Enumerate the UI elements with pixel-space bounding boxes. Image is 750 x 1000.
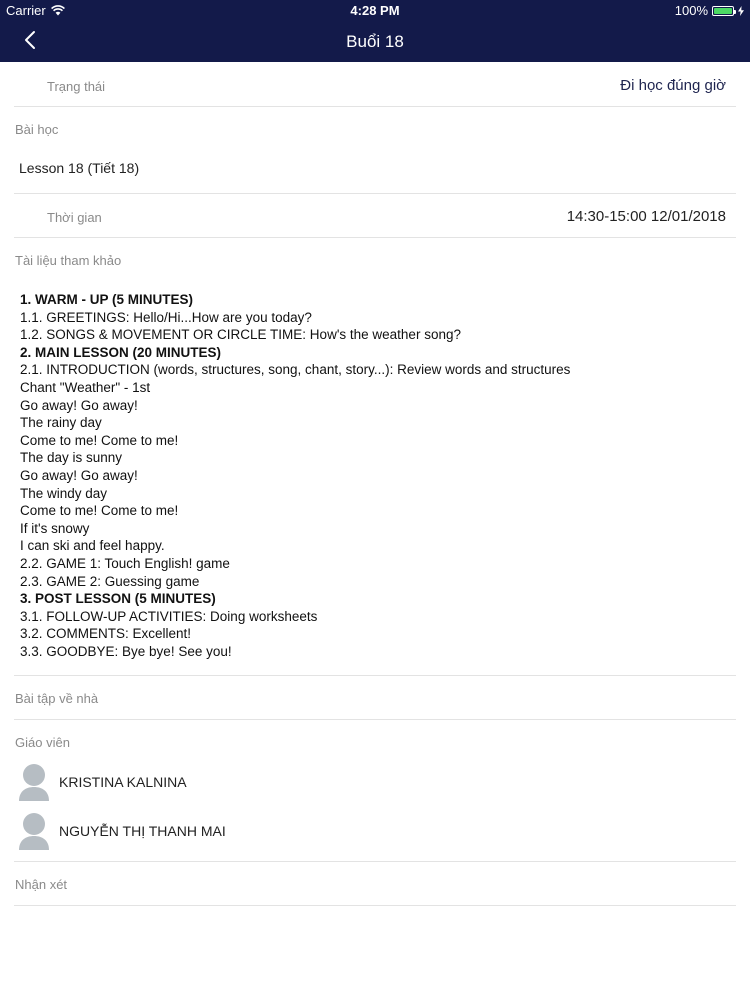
- reference-line: Come to me! Come to me!: [20, 503, 179, 519]
- reference-line: The windy day: [20, 485, 108, 501]
- reference-line: 1.1. GREETINGS: Hello/Hi...How are you today?: [20, 309, 312, 325]
- time-label: Thời gian: [47, 210, 102, 225]
- battery-icon: [712, 6, 734, 16]
- teachers-label: Giáo viên: [15, 735, 70, 750]
- clock: 4:28 PM: [350, 3, 400, 18]
- battery-percent: 100%: [674, 3, 708, 18]
- teacher-name: KRISTINA KALNINA: [59, 774, 187, 790]
- navigation-bar: [0, 0, 750, 62]
- page-title: Buổi 18: [346, 32, 404, 51]
- battery-status: [675, 3, 744, 18]
- reference-line: The day is sunny: [20, 450, 123, 466]
- status-label: Trạng thái: [47, 79, 106, 94]
- lesson-label: Bài học: [15, 122, 59, 137]
- reference-line: 3.2. COMMENTS: Excellent!: [20, 626, 192, 642]
- reference-line: Go away! Go away!: [20, 397, 138, 413]
- teacher-item: [18, 812, 226, 850]
- reference-line: 3.1. FOLLOW-UP ACTIVITIES: Doing worksheets: [20, 608, 318, 624]
- comments-label: Nhận xét: [15, 877, 68, 892]
- charging-bolt-icon: [738, 6, 744, 16]
- time-value: 14:30-15:00 12/01/2018: [566, 208, 726, 225]
- reference-line: Chant "Weather" - 1st: [20, 379, 151, 395]
- reference-content: [20, 291, 570, 660]
- attendance-status-value: Đi học đúng giờ: [620, 77, 726, 94]
- lesson-row: [14, 107, 736, 194]
- reference-line: Come to me! Come to me!: [20, 432, 179, 448]
- reference-line: I can ski and feel happy.: [20, 538, 165, 554]
- status-row: [14, 62, 736, 107]
- teacher-name: NGUYỄN THỊ THANH MAI: [59, 823, 226, 839]
- reference-line: 2. MAIN LESSON (20 MINUTES): [20, 344, 222, 360]
- reference-line: 2.1. INTRODUCTION (words, structures, song, chant, story...): Review words and structures: [20, 362, 571, 378]
- reference-line: 3.3. GOODBYE: Bye bye! See you!: [20, 643, 232, 659]
- reference-label: Tài liệu tham khảo: [15, 253, 122, 268]
- lesson-value: Lesson 18 (Tiết 18): [19, 160, 140, 176]
- carrier-label: Carrier: [6, 3, 46, 18]
- reference-line: Go away! Go away!: [20, 467, 138, 483]
- teacher-item: [18, 763, 187, 801]
- homework-label: Bài tập về nhà: [15, 691, 99, 706]
- reference-line: 1.2. SONGS & MOVEMENT OR CIRCLE TIME: How's the weather song?: [20, 327, 461, 343]
- reference-line: 3. POST LESSON (5 MINUTES): [20, 591, 216, 607]
- comments-row: [14, 862, 736, 906]
- reference-line: If it's snowy: [20, 520, 90, 536]
- status-bar: [0, 0, 750, 20]
- homework-row: [14, 676, 736, 720]
- person-avatar-icon: [18, 763, 50, 801]
- reference-line: 2.3. GAME 2: Guessing game: [20, 573, 200, 589]
- time-row: [14, 194, 736, 238]
- reference-line: 2.2. GAME 1: Touch English! game: [20, 555, 230, 571]
- reference-line: 1. WARM - UP (5 MINUTES): [20, 292, 194, 307]
- person-avatar-icon: [18, 812, 50, 850]
- reference-line: The rainy day: [20, 415, 102, 431]
